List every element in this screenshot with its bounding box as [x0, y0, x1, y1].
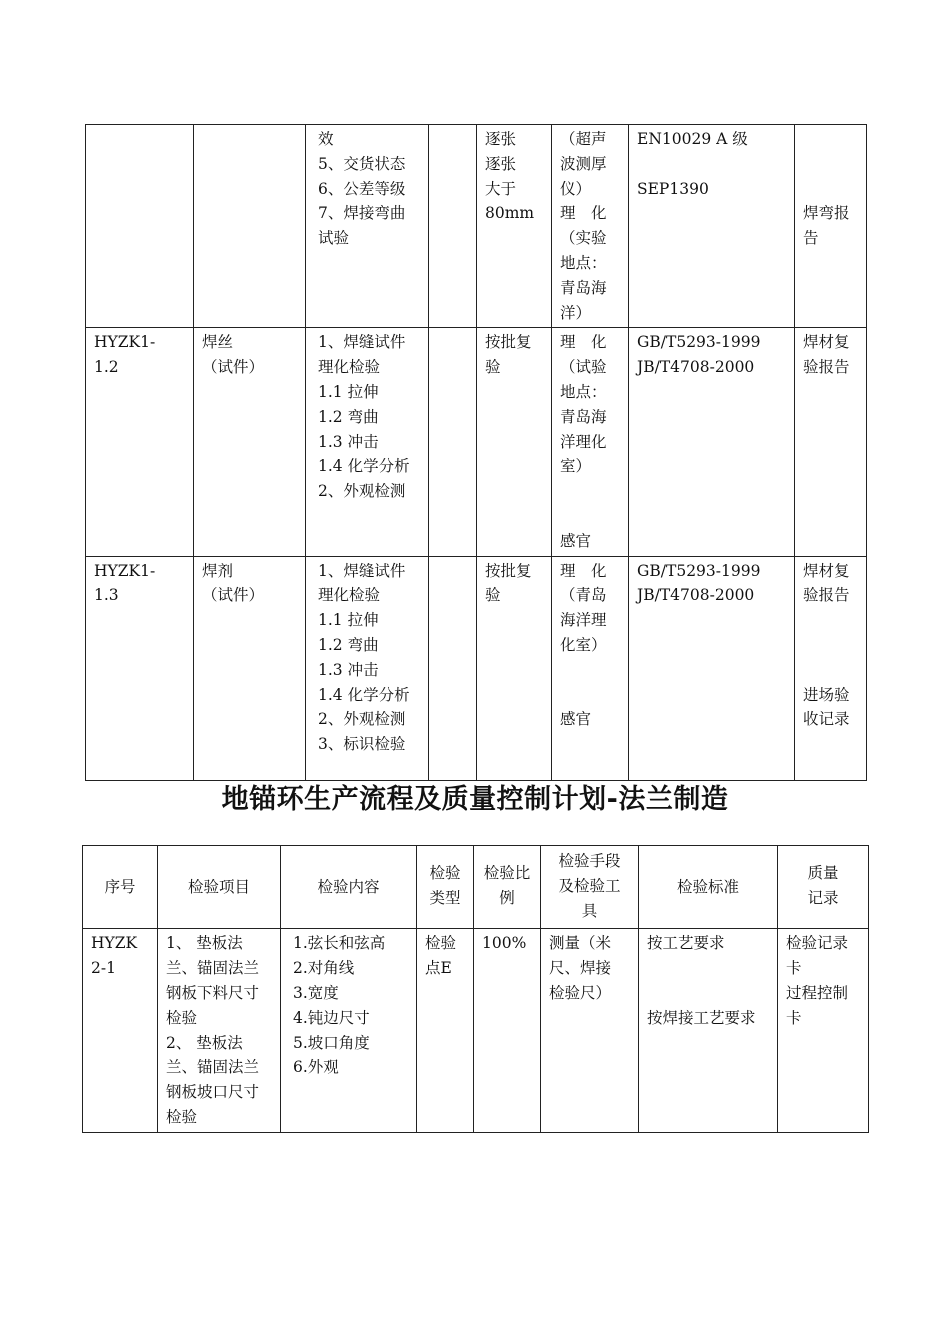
record-line: 卡: [786, 1008, 802, 1027]
table-row: [83, 929, 869, 1132]
content-line: 2、外观检测: [318, 710, 406, 729]
means-line: 青岛海: [560, 278, 607, 297]
cell-record: [795, 556, 867, 780]
means-line: [560, 658, 620, 683]
record-line: 验报告: [803, 586, 850, 605]
cell-content: [306, 556, 429, 780]
means-line: 青岛海: [560, 407, 607, 426]
item-line: （试件）: [202, 586, 265, 605]
code-line: HYZK1-: [94, 561, 156, 580]
content-line: 1.2 弯曲: [318, 407, 379, 426]
means-line: 感官: [560, 710, 592, 729]
content-line: 1.弦长和弦高: [293, 934, 386, 953]
header-record: 质量 记录: [778, 846, 869, 929]
content-line: 1、焊缝试件: [318, 561, 406, 580]
item-line: 钢板坡口尺寸: [166, 1083, 260, 1102]
content-line: 1.2 弯曲: [318, 635, 379, 654]
table-row: [86, 125, 867, 328]
content-line: 理化检验: [318, 586, 381, 605]
content-line: 6、公差等级: [318, 179, 406, 198]
record-line: [803, 127, 858, 152]
means-line: [560, 479, 620, 504]
cell-item: [158, 929, 281, 1132]
cell-standard: [629, 556, 795, 780]
ratio-line: 验: [485, 586, 501, 605]
means-line: 理 化: [560, 333, 607, 352]
cell-means: [552, 556, 629, 780]
standard-line: GB/T5293-1999: [637, 333, 761, 352]
table-header-row: [83, 846, 869, 929]
means-line: （青岛: [560, 586, 607, 605]
table-row: [86, 556, 867, 780]
cell-content: [306, 328, 429, 556]
ratio-line: 大于: [485, 179, 517, 198]
standard-line: JB/T4708-2000: [637, 358, 755, 377]
item-line: 1、 垫板法: [166, 934, 243, 953]
item-line: 检验: [166, 1008, 198, 1027]
content-line: 理化检验: [318, 358, 381, 377]
content-line: 6.外观: [293, 1058, 339, 1077]
cell-item: [194, 556, 306, 780]
header-item: 检验项目: [158, 846, 281, 929]
means-line: 检验尺）: [549, 983, 612, 1002]
header-type: 检验 类型: [417, 846, 474, 929]
cell-item: [194, 328, 306, 556]
code-line: HYZK1-: [94, 333, 156, 352]
content-line: 1.1 拉伸: [318, 382, 379, 401]
standard-line: [647, 981, 769, 1006]
means-line: 海洋理: [560, 611, 607, 630]
type-line: 点E: [425, 959, 452, 978]
content-line: 1.4 化学分析: [318, 685, 410, 704]
means-line: 理 化: [560, 204, 607, 223]
cell-code: [86, 556, 194, 780]
means-line: 仪）: [560, 179, 592, 198]
cell-ratio: [477, 556, 552, 780]
means-line: 感官: [560, 531, 592, 550]
ratio-line: 验: [485, 358, 501, 377]
item-line: 2、 垫板法: [166, 1033, 243, 1052]
inspection-table-2: [82, 845, 869, 1133]
record-line: 过程控制: [786, 983, 849, 1002]
cell-code: [86, 328, 194, 556]
type-line: 检验: [425, 934, 457, 953]
header-code: 序号: [83, 846, 158, 929]
cell-code: [83, 929, 158, 1132]
means-line: 地点：: [560, 253, 607, 272]
ratio-line: 100%: [482, 934, 527, 953]
cell-content: [306, 125, 429, 328]
cell-code: [86, 125, 194, 328]
means-line: 室）: [560, 457, 592, 476]
cell-type: [429, 556, 477, 780]
means-line: （超声: [560, 130, 607, 148]
content-line: 3、标识检验: [318, 735, 406, 754]
item-line: 检验: [166, 1107, 198, 1126]
ratio-line: 按批复: [485, 333, 532, 352]
standard-line: SEP1390: [637, 179, 709, 198]
content-line: 1.3 冲击: [318, 660, 379, 679]
cell-means: [552, 328, 629, 556]
means-line: 洋）: [560, 303, 592, 322]
standard-line: 按焊接工艺要求: [647, 1008, 756, 1027]
ratio-line: 按批复: [485, 561, 532, 580]
record-line: 焊弯报: [803, 204, 850, 223]
header-content: 检验内容: [281, 846, 417, 929]
content-line: 4.钝边尺寸: [293, 1008, 370, 1027]
standard-line: JB/T4708-2000: [637, 586, 755, 605]
content-line: 1.4 化学分析: [318, 457, 410, 476]
cell-type: [429, 328, 477, 556]
means-line: 洋理化: [560, 432, 607, 451]
content-line: 2.对角线: [293, 959, 355, 978]
cell-ratio: [477, 125, 552, 328]
item-line: 焊丝: [202, 333, 234, 352]
cell-type: [417, 929, 474, 1132]
ratio-line: 逐张: [485, 154, 517, 173]
item-line: 焊剂: [202, 561, 234, 580]
code-line: 1.3: [94, 586, 119, 605]
item-line: 兰、锚固法兰: [166, 1058, 260, 1077]
cell-type: [429, 125, 477, 328]
means-line: 测量（米: [549, 934, 612, 953]
content-line: 7、焊接弯曲: [318, 204, 406, 223]
standard-line: [637, 152, 786, 177]
cell-content: [281, 929, 417, 1132]
cell-record: [795, 125, 867, 328]
page-title: 地锚环生产流程及质量控制计划-法兰制造: [221, 784, 729, 815]
cell-standard: [629, 328, 795, 556]
header-standard: 检验标准: [639, 846, 778, 929]
standard-line: GB/T5293-1999: [637, 561, 761, 580]
standard-line: [647, 956, 769, 981]
cell-standard: [629, 125, 795, 328]
record-line: [803, 658, 858, 683]
content-line: 5.坡口角度: [293, 1033, 370, 1052]
item-line: 钢板下料尺寸: [166, 983, 260, 1002]
record-line: 进场验: [803, 685, 850, 704]
means-line: 地点：: [560, 382, 607, 401]
record-line: [803, 608, 858, 633]
content-line: 1.1 拉伸: [318, 611, 379, 630]
code-line: 1.2: [94, 358, 119, 377]
content-line: 试验: [318, 229, 350, 248]
record-line: 收记录: [803, 710, 850, 729]
item-line: （试件）: [202, 358, 265, 377]
content-line: 效: [318, 130, 334, 148]
content-line: 5、交货状态: [318, 154, 406, 173]
ratio-line: 80mm: [485, 204, 535, 223]
record-line: 告: [803, 229, 819, 248]
code-line: 2-1: [91, 959, 116, 978]
cell-means: [552, 125, 629, 328]
content-line: 3.宽度: [293, 983, 339, 1002]
header-means: 检验手段 及检验工 具: [541, 846, 639, 929]
code-line: HYZK: [91, 934, 138, 953]
means-line: 波测厚: [560, 154, 607, 173]
means-line: 化室）: [560, 635, 607, 654]
means-line: （试验: [560, 358, 607, 377]
cell-means: [541, 929, 639, 1132]
content-line: 2、外观检测: [318, 482, 406, 501]
cell-ratio: [474, 929, 541, 1132]
means-line: 尺、焊接: [549, 959, 612, 978]
ratio-line: 逐张: [485, 130, 517, 148]
means-line: [560, 504, 620, 529]
cell-standard: [639, 929, 778, 1132]
record-line: 验报告: [803, 358, 850, 377]
item-line: 兰、锚固法兰: [166, 959, 260, 978]
content-line: 1.3 冲击: [318, 432, 379, 451]
record-line: 焊材复: [803, 333, 850, 352]
means-line: （实验: [560, 229, 607, 248]
cell-record: [795, 328, 867, 556]
standard-line: 按工艺要求: [647, 934, 725, 953]
content-line: 1、焊缝试件: [318, 333, 406, 352]
record-line: [803, 633, 858, 658]
record-line: [803, 177, 858, 202]
means-line: 理 化: [560, 561, 607, 580]
cell-ratio: [477, 328, 552, 556]
inspection-table-1: [85, 124, 867, 781]
record-line: 检验记录: [786, 934, 849, 953]
cell-record: [778, 929, 869, 1132]
record-line: 焊材复: [803, 561, 850, 580]
record-line: 卡: [786, 959, 802, 978]
means-line: [560, 683, 620, 708]
header-ratio: 检验比 例: [474, 846, 541, 929]
standard-line: EN10029 A 级: [637, 130, 748, 148]
record-line: [803, 152, 858, 177]
table-row: [86, 328, 867, 556]
cell-item: [194, 125, 306, 328]
